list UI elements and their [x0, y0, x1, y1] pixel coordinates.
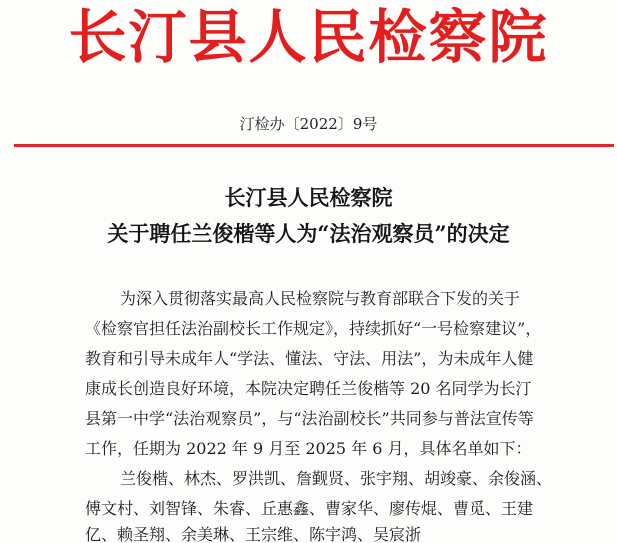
- document-title-line-2: 关于聘任兰俊楷等人为“法治观察员”的决定: [107, 221, 510, 246]
- document-number: 汀检办〔2022〕9号: [239, 115, 378, 133]
- body-paragraph-line: 为深入贯彻落实最高人民检察院与教育部联合下发的关于: [120, 289, 521, 308]
- name-list-line: 傅文村、刘智锋、朱睿、丘惠鑫、曹家华、廖传焜、曹觅、王建: [85, 499, 534, 518]
- name-list-line: 兰俊楷、林杰、罗洪凯、詹觐贤、张宇翔、胡竣豪、余俊涵、: [120, 469, 553, 488]
- masthead-org-name: 长汀县人民检察院: [68, 3, 549, 71]
- body-paragraph-line: 《检察官担任法治副校长工作规定》，持续抓好“一号检察建议”，: [85, 319, 542, 338]
- body-paragraph-line: 康成长创造良好环境，本院决定聘任兰俊楷等 20 名同学为长汀: [85, 379, 532, 398]
- document-title-line-1: 长汀县人民检察院: [224, 185, 393, 210]
- red-divider-line: [14, 144, 614, 147]
- name-list-line: 亿、赖圣翔、余美琳、王宗维、陈宇鸿、吴宸浙: [85, 525, 422, 543]
- body-paragraph-line: 工作，任期为 2022 年 9 月至 2025 年 6 月，具体名单如下：: [85, 439, 532, 458]
- body-paragraph-line: 教育和引导未成年人“学法、懂法、守法、用法”，为未成年人健: [85, 349, 534, 368]
- body-paragraph-line: 县第一中学“法治观察员”，与“法治副校长”共同参与普法宣传等: [85, 409, 534, 428]
